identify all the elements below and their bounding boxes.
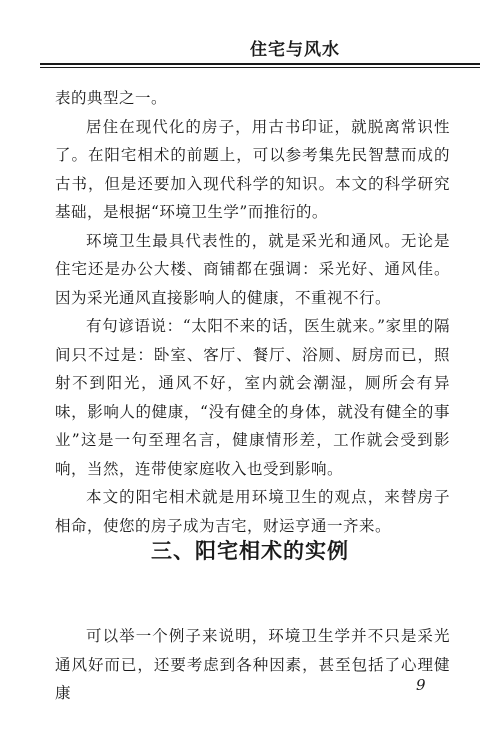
section-paragraph-0: 可以举一个例子来说明，环境卫生学并不只是采光通风好而已，还要考虑到各种因素，甚至包括了心理健康 [55,627,450,702]
body-text [55,84,450,540]
running-header [40,28,480,68]
paragraph-4: 本文的阳宅相术就是用环境卫生的观点，来替房子相命，使您的房子成为吉宅，财运亨通一齐来。 [55,488,450,535]
paragraph-2: 环境卫生最具代表性的，就是采光和通风。无论是住宅还是办公大楼、商铺都在强调：采光好、通风佳。因为采光通风直接影响人的健康，不重视不行。 [55,231,450,307]
section-body-text [55,622,450,708]
header-rule-thick [40,63,480,65]
section-heading: 三、阳宅相术的实例 [151,539,349,563]
paragraph-3: 有句谚语说：“太阳不来的话，医生就来。”家里的隔间只不过是：卧室、客厅、餐厅、浴厕、厨房而已，照射不到阳光，通风不好，室内就会潮湿，厕所会有异味，影响人的健康，“没有健全的身体，就没有健全的事业”这是一句至理名言，健康情形差，工作就会受到影响，当然，连带使家庭收入也受到影响。 [55,317,450,478]
page-number: 9 [416,676,426,694]
paragraph-0: 表的典型之一。 [55,89,168,107]
running-title: 住宅与风水 [250,40,340,60]
paragraph-1: 居住在现代化的房子，用古书印证，就脱离常识性了。在阳宅相术的前题上，可以参考集先民智慧而成的古书，但是还要加入现代科学的知识。本文的科学研究基础，是根据“环境卫生学”而推衍的。 [55,117,450,221]
header-rule-thin [40,67,480,68]
